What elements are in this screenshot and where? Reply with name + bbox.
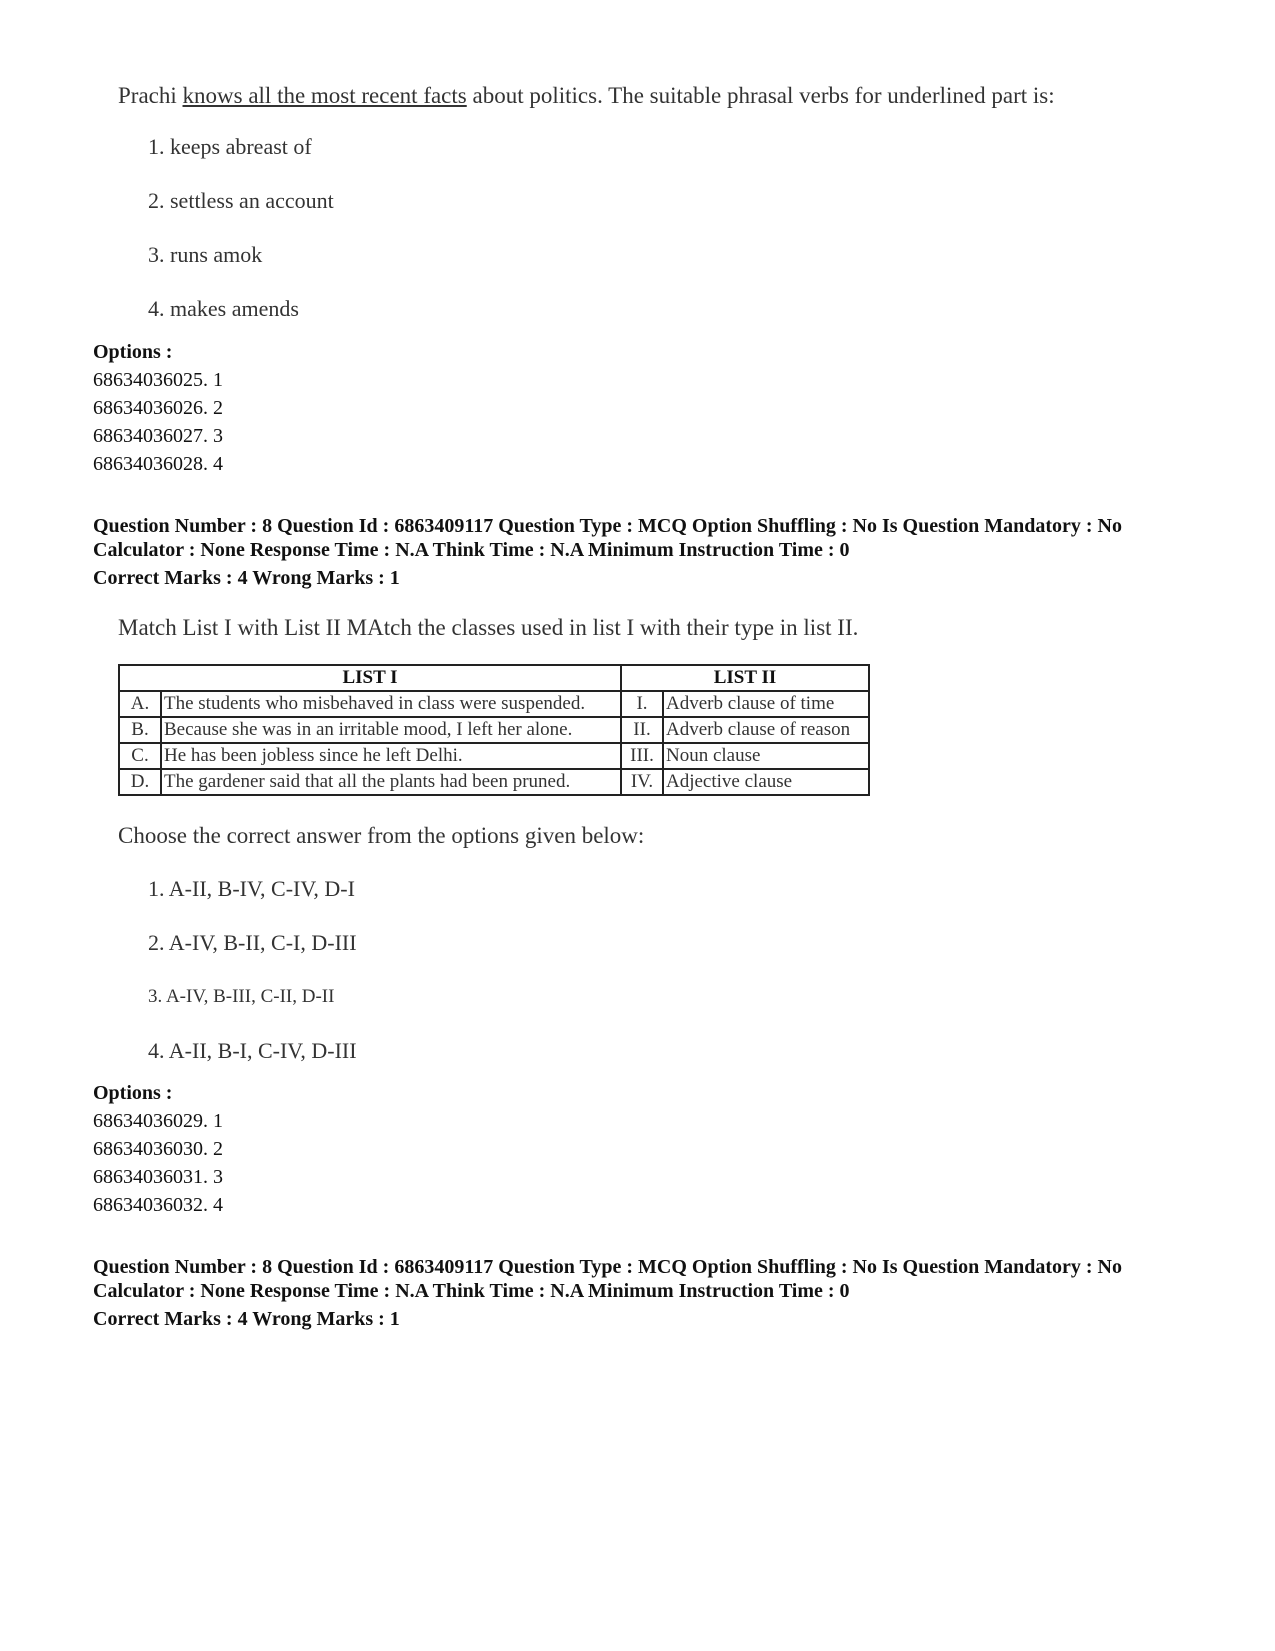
answer-choice: 3. runs amok	[148, 242, 263, 267]
answer-choices	[148, 132, 1218, 348]
question-meta	[93, 514, 1243, 590]
list1-cell: The gardener said that all the plants had been pruned.	[161, 769, 621, 795]
answer-choice: 1. keeps abreast of	[148, 134, 312, 159]
table-row	[119, 691, 869, 717]
option-item: 68634036027. 3	[93, 425, 223, 447]
row-label: C.	[119, 743, 161, 769]
option-item: 68634036032. 4	[93, 1194, 223, 1216]
stem-text: about politics. The suitable phrasal verbs for underlined part is:	[466, 83, 1055, 108]
answer-choice: 1. A-II, B-IV, C-IV, D-I	[148, 876, 355, 901]
option-item: 68634036025. 1	[93, 369, 223, 391]
meta-line: Calculator : None Response Time : N.A Think Time : N.A Minimum Instruction Time : 0	[93, 1280, 850, 1302]
list2-cell: Adverb clause of time	[663, 691, 869, 717]
row-label: II.	[621, 717, 663, 743]
stem-text: Prachi	[118, 83, 183, 108]
row-label: IV.	[621, 769, 663, 795]
row-label: A.	[119, 691, 161, 717]
table-row	[119, 743, 869, 769]
row-label: D.	[119, 769, 161, 795]
options-list	[93, 338, 223, 478]
question-7-block	[118, 80, 1218, 348]
options-list	[93, 1079, 223, 1219]
table-header: LIST II	[621, 665, 869, 691]
options-title: Options :	[93, 1082, 173, 1104]
stem-underlined-text: knows all the most recent facts	[182, 83, 467, 108]
marks-line: Correct Marks : 4 Wrong Marks : 1	[93, 567, 400, 589]
question-meta	[93, 1255, 1243, 1331]
row-label: B.	[119, 717, 161, 743]
table-row	[119, 717, 869, 743]
meta-line: Question Number : 8 Question Id : 6863409117 Question Type : MCQ Option Shuffling : No Is Question Mandatory : No	[93, 1256, 1122, 1278]
table-header: LIST I	[119, 665, 621, 691]
table-header-row	[119, 665, 869, 691]
answer-choice: 2. A-IV, B-II, C-I, D-III	[148, 930, 357, 955]
option-item: 68634036028. 4	[93, 453, 223, 475]
question-8-block	[118, 612, 1218, 1090]
option-item: 68634036030. 2	[93, 1138, 223, 1160]
answer-choice: 2. settless an account	[148, 188, 334, 213]
match-table	[118, 664, 870, 796]
row-label: III.	[621, 743, 663, 769]
question-stem: Match List I with List II MAtch the classes used in list I with their type in list II.	[118, 615, 859, 640]
answer-choices	[148, 874, 1218, 1090]
list1-cell: He has been jobless since he left Delhi.	[161, 743, 621, 769]
instruction-text: Choose the correct answer from the options given below:	[118, 823, 645, 848]
options-title: Options :	[93, 341, 173, 363]
row-label: I.	[621, 691, 663, 717]
answer-choice: 3. A-IV, B-III, C-II, D-II	[148, 986, 335, 1007]
list1-cell: Because she was in an irritable mood, I left her alone.	[161, 717, 621, 743]
list2-cell: Adjective clause	[663, 769, 869, 795]
list1-cell: The students who misbehaved in class were suspended.	[161, 691, 621, 717]
option-item: 68634036031. 3	[93, 1166, 223, 1188]
marks-line: Correct Marks : 4 Wrong Marks : 1	[93, 1308, 400, 1330]
option-item: 68634036029. 1	[93, 1110, 223, 1132]
question-stem	[118, 80, 1218, 112]
list2-cell: Adverb clause of reason	[663, 717, 869, 743]
list2-cell: Noun clause	[663, 743, 869, 769]
option-item: 68634036026. 2	[93, 397, 223, 419]
meta-line: Question Number : 8 Question Id : 6863409117 Question Type : MCQ Option Shuffling : No Is Question Mandatory : No	[93, 515, 1122, 537]
meta-line: Calculator : None Response Time : N.A Think Time : N.A Minimum Instruction Time : 0	[93, 539, 850, 561]
answer-choice: 4. A-II, B-I, C-IV, D-III	[148, 1038, 357, 1063]
table-row	[119, 769, 869, 795]
answer-choice: 4. makes amends	[148, 296, 299, 321]
